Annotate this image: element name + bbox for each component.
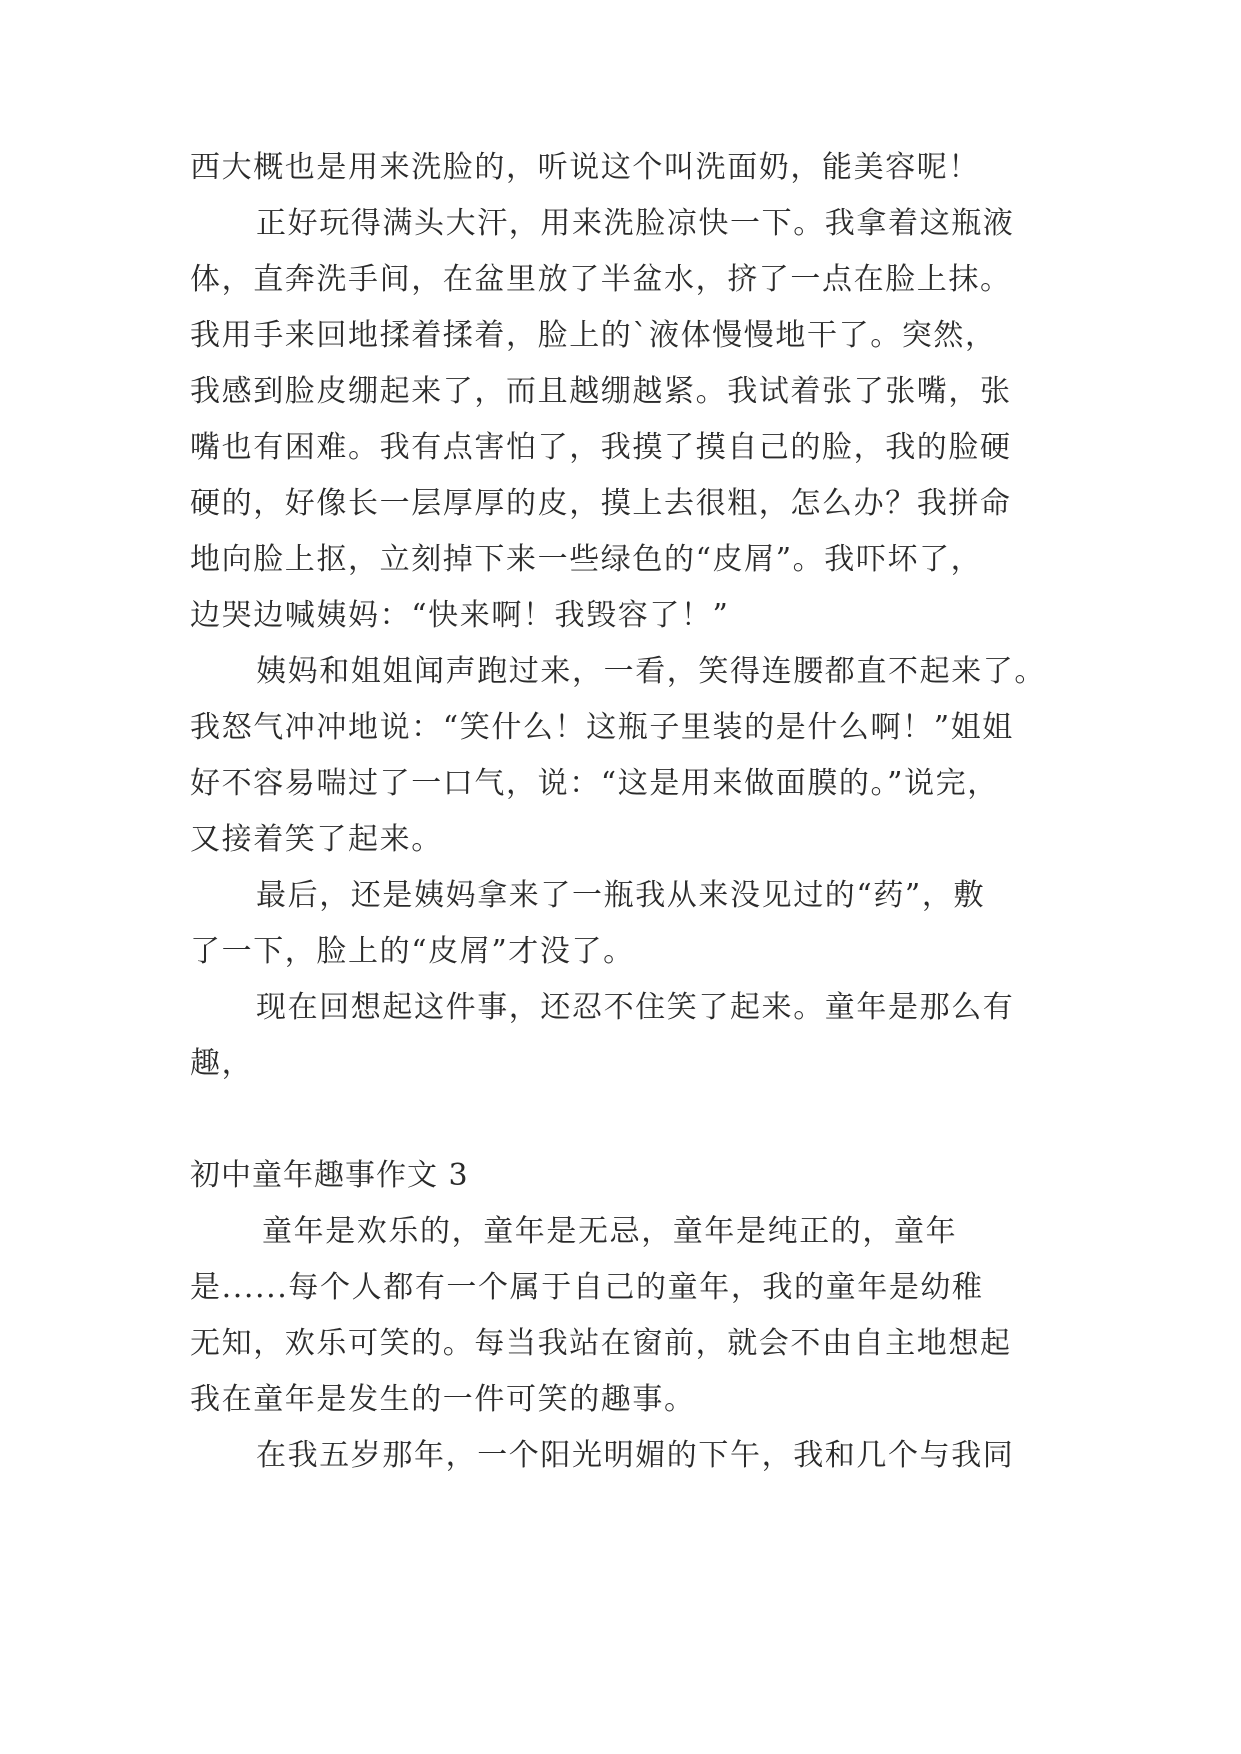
section-title: 初中童年趣事作文 3: [190, 1158, 469, 1193]
text-line: 趣，: [190, 1046, 254, 1081]
text-line: 硬的，好像长一层厚厚的皮，摸上去很粗，怎么办？我拼命: [190, 486, 1012, 521]
text-line: 边哭边喊姨妈：“快来啊！我毁容了！”: [190, 598, 730, 633]
text-line: 了一下，脸上的“皮屑”才没了。: [190, 934, 635, 969]
text-line: 是......每个人都有一个属于自己的童年，我的童年是幼稚: [190, 1270, 984, 1305]
text-line: 在我五岁那年，一个阳光明媚的下午，我和几个与我同: [256, 1438, 1015, 1473]
text-line: 正好玩得满头大汗，用来洗脸凉快一下。我拿着这瓶液: [256, 206, 1015, 241]
text-line: 无知，欢乐可笑的。每当我站在窗前，就会不由自主地想起: [190, 1326, 1012, 1361]
text-line: 童年是欢乐的，童年是无忌，童年是纯正的，童年: [262, 1214, 958, 1249]
text-line: 我用手来回地揉着揉着，脸上的`液体慢慢地干了。突然，: [190, 318, 997, 353]
text-line: 嘴也有困难。我有点害怕了，我摸了摸自己的脸，我的脸硬: [190, 430, 1012, 465]
text-line: 西大概也是用来洗脸的，听说这个叫洗面奶，能美容呢！: [190, 150, 980, 185]
text-line: 现在回想起这件事，还忍不住笑了起来。童年是那么有: [256, 990, 1015, 1025]
text-line: 最后，还是姨妈拿来了一瓶我从来没见过的“药”，敷: [256, 878, 986, 913]
text-line: 地向脸上抠，立刻掉下来一些绿色的“皮屑”。我吓坏了，: [190, 542, 983, 577]
text-line: 体，直奔洗手间，在盆里放了半盆水，挤了一点在脸上抹。: [190, 262, 1012, 297]
text-line: 好不容易喘过了一口气，说：“这是用来做面膜的。”说完，: [190, 766, 999, 801]
text-line: 姨妈和姐姐闻声跑过来，一看，笑得连腰都直不起来了。: [256, 654, 1046, 689]
text-line: 我在童年是发生的一件可笑的趣事。: [190, 1382, 696, 1417]
text-line: 又接着笑了起来。: [190, 822, 443, 857]
text-line: 我感到脸皮绷起来了，而且越绷越紧。我试着张了张嘴，张: [190, 374, 1012, 409]
text-line: 我怒气冲冲地说：“笑什么！这瓶子里装的是什么啊！”姐姐: [190, 710, 1014, 745]
